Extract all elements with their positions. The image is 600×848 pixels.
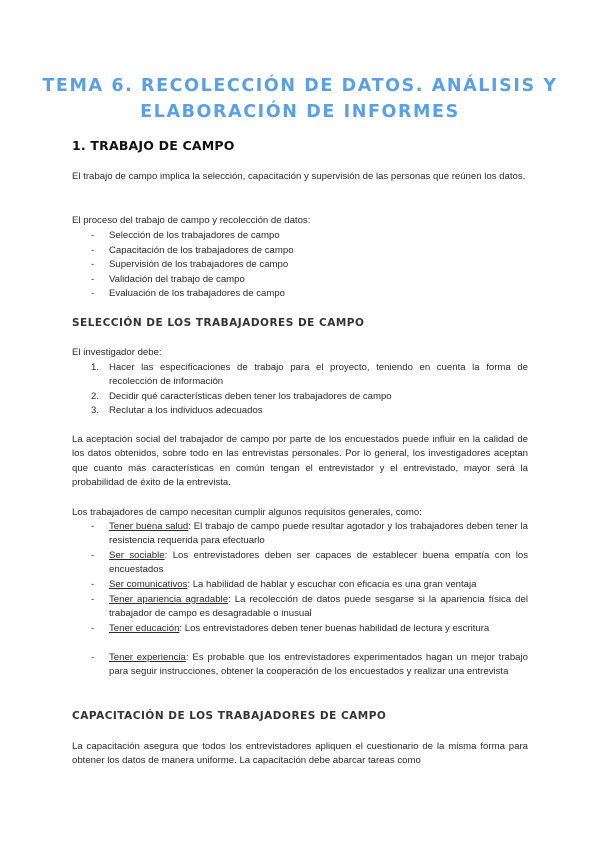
requisito-term: Tener experiencia (109, 652, 186, 663)
list-item: Validación del trabajo de campo (109, 274, 245, 285)
list-item (109, 549, 528, 578)
list-item: Capacitación de los trabajadores de campo (109, 245, 294, 256)
requisito-term: Tener apariencia agradable (109, 594, 229, 605)
investigador-intro: El investigador debe: (72, 347, 162, 358)
requisito-text: : Es probable que los entrevistadores experimentados hagan un mejor trabajo para seguir instrucciones, obtener la cooperación de los encuestados y realizar una entrevista (109, 652, 528, 678)
list-item: Reclutar a los individuos adecuados (109, 405, 263, 416)
list-item (109, 622, 528, 636)
list-bullet: - (91, 259, 95, 270)
list-bullet: - (91, 521, 95, 532)
requisito-term: Ser sociable (109, 550, 165, 561)
list-item: Decidir qué características deben tener los trabajadores de campo (109, 391, 392, 402)
subsection-heading-capacitacion: CAPACITACIÓN DE LOS TRABAJADORES DE CAMPO (72, 710, 387, 722)
list-bullet: - (91, 550, 95, 561)
list-item: Evaluación de los trabajadores de campo (109, 288, 285, 299)
requisitos-intro: Los trabajadores de campo necesitan cumplir algunos requisitos generales, como: (72, 507, 422, 518)
section-heading-trabajo-de-campo: 1. TRABAJO DE CAMPO (72, 138, 235, 153)
list-item: Supervisión de los trabajadores de campo (109, 259, 289, 270)
requisito-text: : La habilidad de hablar y escuchar con eficacia es una gran ventaja (187, 579, 477, 590)
list-item (109, 578, 528, 592)
list-item (109, 651, 528, 680)
step-number: 2. (91, 391, 100, 402)
list-bullet: - (91, 245, 95, 256)
step-number: 3. (91, 405, 100, 416)
requisito-term: Tener educación (109, 623, 180, 634)
document-title-line1: TEMA 6. RECOLECCIÓN DE DATOS. ANÁLISIS Y (42, 76, 558, 96)
list-bullet: - (91, 652, 95, 663)
list-bullet: - (91, 623, 95, 634)
requisito-term: Ser comunicativos (109, 579, 188, 590)
capacitacion-paragraph: La capacitación asegura que todos los entrevistadores apliquen el cuestionario de la misma forma para obtener los datos de manera uniforme. La capacitación debe abarcar tareas como (72, 741, 528, 767)
step-number: 1. (91, 362, 100, 373)
document-title-line2: ELABORACIÓN DE INFORMES (140, 102, 460, 122)
list-item (109, 593, 528, 622)
aceptacion-paragraph: La aceptación social del trabajador de campo por parte de los encuestados puede influir en la calidad de los datos obtenidos, sobre todo en las entrevistas personales. Por lo general, los investigadores aceptan que cuanto más características en común tengan el entrevistador y el entrevistado, mayor será la probabilidad de éxito de la entrevista. (72, 434, 528, 489)
list-item: Hacer las especificaciones de trabajo para el proyecto, teniendo en cuenta la forma de recolección de información (109, 362, 528, 388)
list-bullet: - (91, 288, 95, 299)
list-bullet: - (91, 579, 95, 590)
list-item: Selección de los trabajadores de campo (109, 230, 280, 241)
requisito-text: : El trabajo de campo puede resultar agotador y los trabajadores deben tener la resistencia requerida para efectuarlo (109, 521, 528, 547)
requisito-text: : Los entrevistadores deben ser capaces de establecer buena empatía con los encuestados (109, 550, 528, 576)
list-bullet: - (91, 594, 95, 605)
list-bullet: - (91, 274, 95, 285)
requisito-text: : Los entrevistadores deben tener buenas habilidad de lectura y escritura (179, 623, 490, 634)
requisito-text: : La recolección de datos puede sesgarse si la apariencia física del trabajador de campo es desagradable o inusual (109, 594, 528, 620)
process-intro: El proceso del trabajo de campo y recolección de datos: (72, 215, 311, 226)
subsection-heading-seleccion: SELECCIÓN DE LOS TRABAJADORES DE CAMPO (72, 317, 365, 329)
list-item (109, 520, 528, 549)
requisito-term: Tener buena salud (109, 521, 189, 532)
list-bullet: - (91, 230, 95, 241)
intro-paragraph: El trabajo de campo implica la selección, capacitación y supervisión de las personas que reúnen los datos. (72, 171, 526, 182)
